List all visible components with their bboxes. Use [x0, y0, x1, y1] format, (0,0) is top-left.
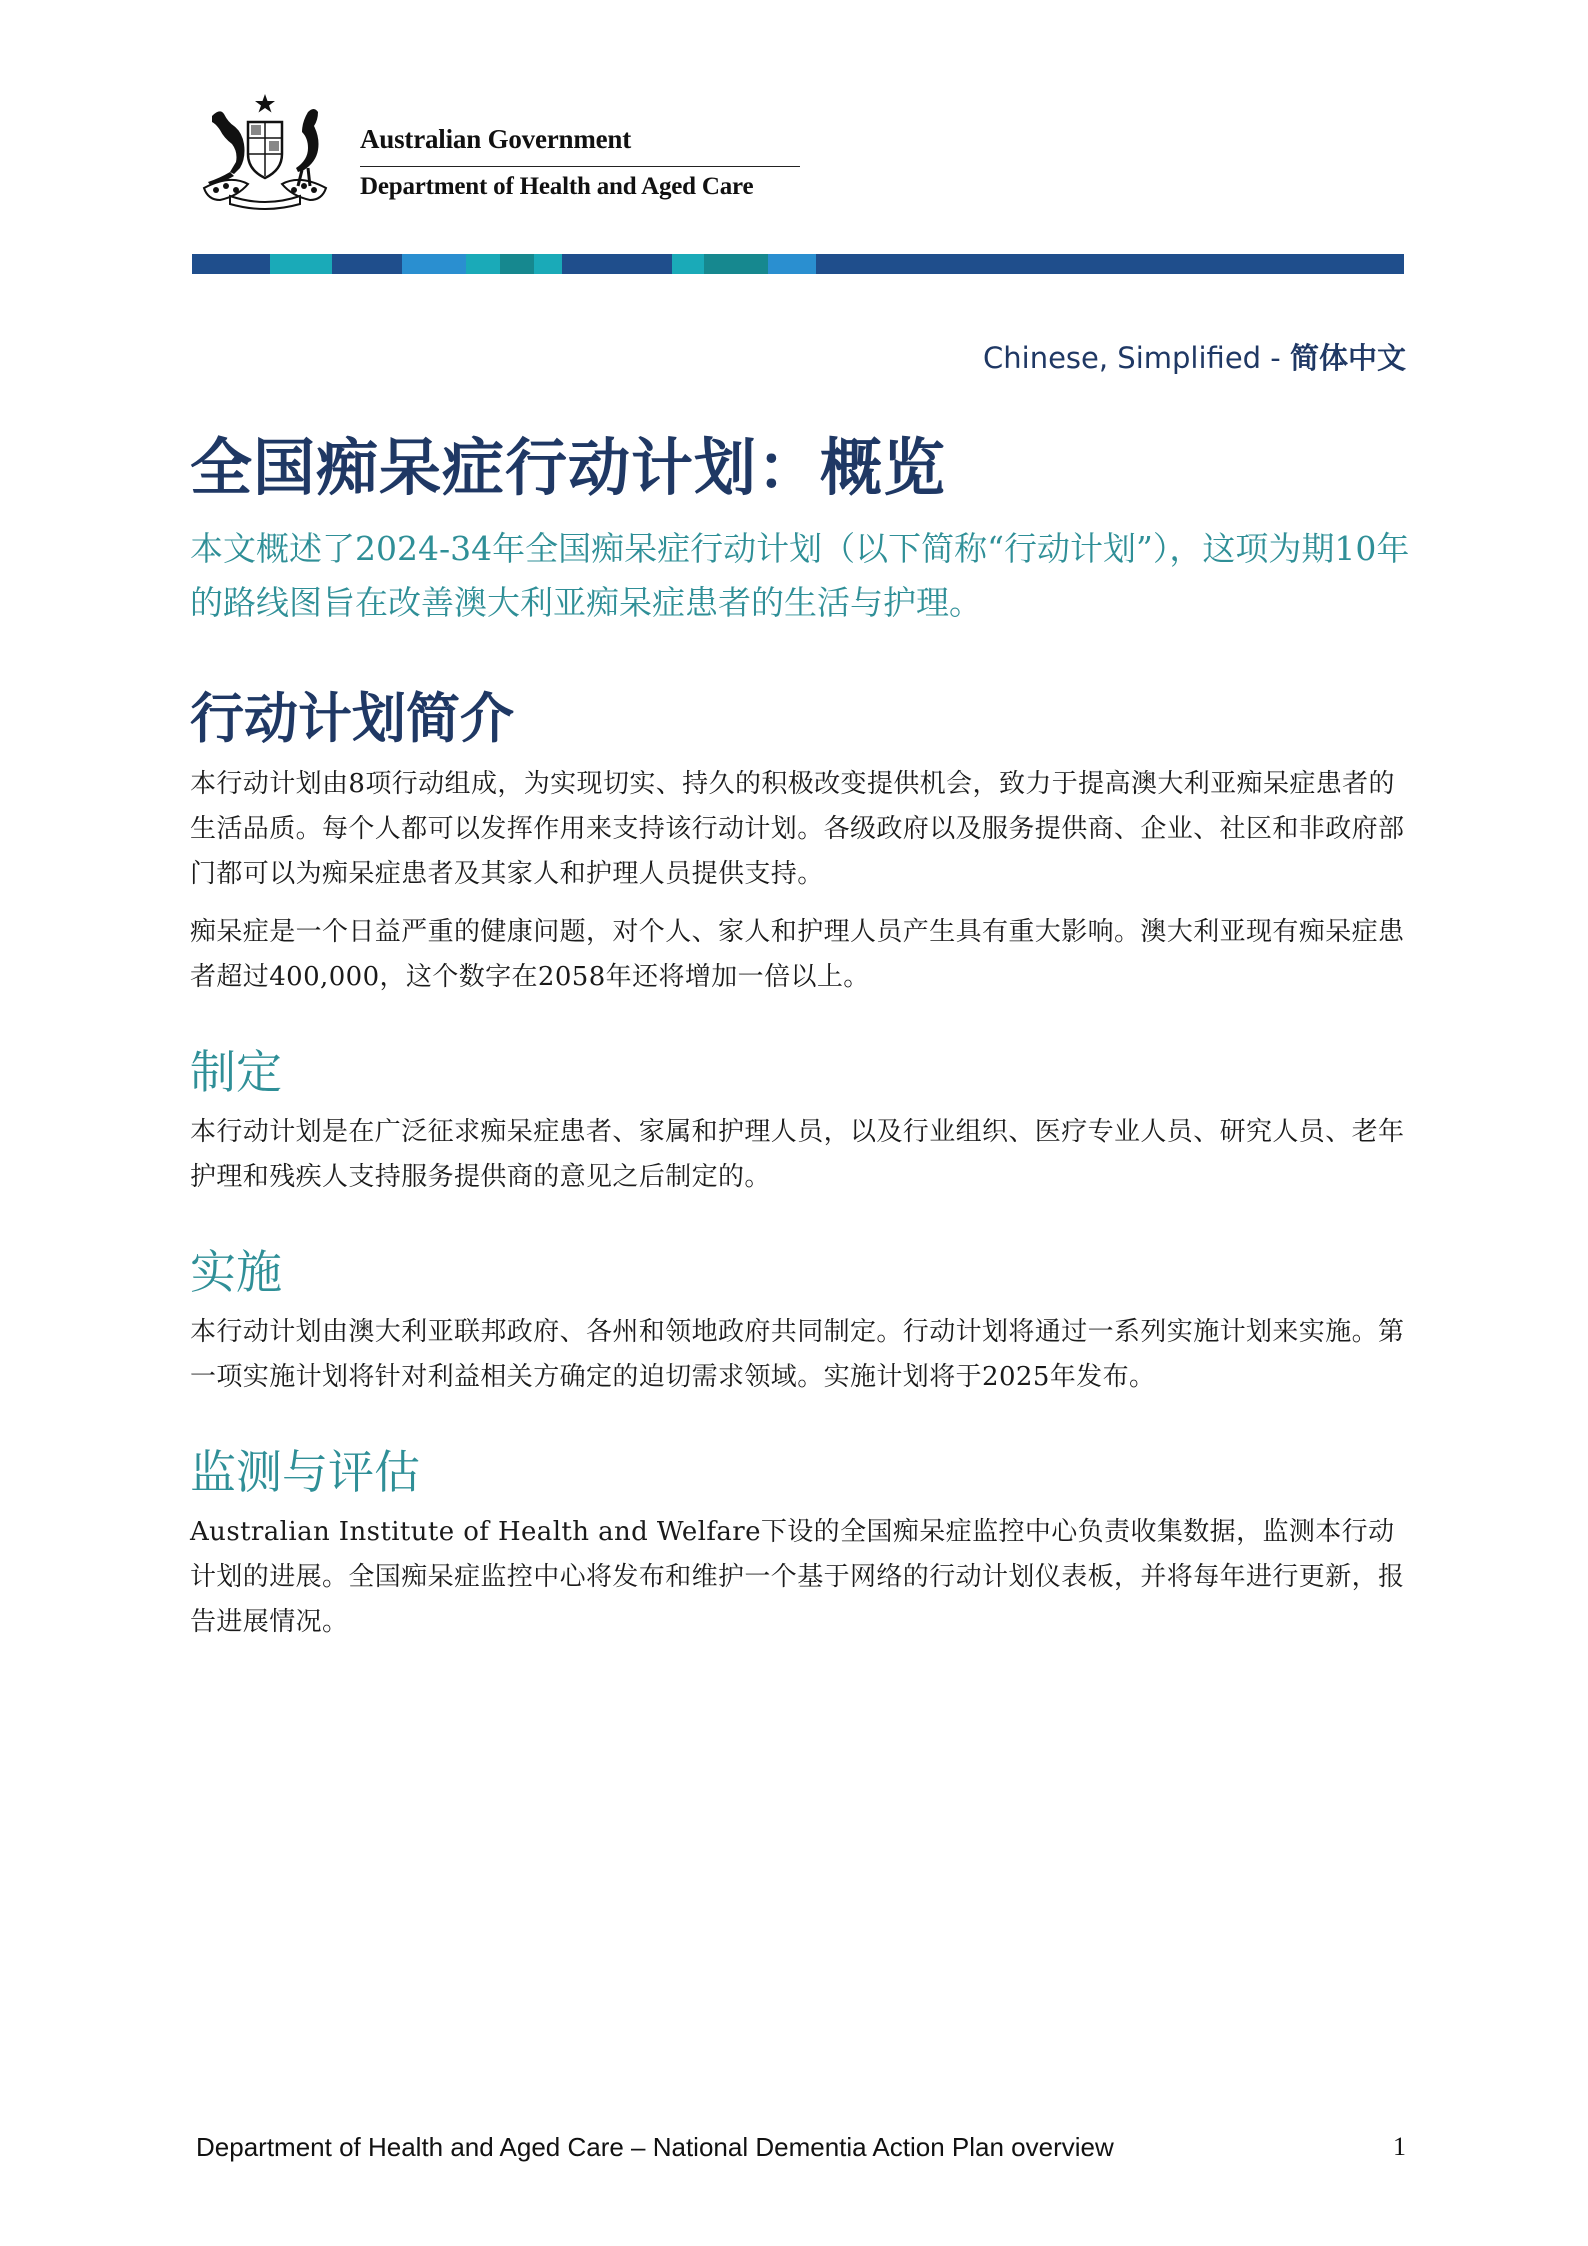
stripe-segment	[192, 254, 270, 274]
monitoring-paragraph: Australian Institute of Health and Welfare下设的全国痴呆症监控中心负责收集数据，监测本行动计划的进展。全国痴呆症监控中心将发布和维护一个基于网络的行动计划仪表板，并将每年进行更新，报告进展情况。	[190, 1517, 1405, 1637]
stripe-segment	[466, 254, 500, 274]
coat-of-arms-icon	[190, 92, 340, 210]
language-label-cn: 简体中文	[1289, 341, 1406, 375]
color-stripe-banner	[192, 254, 1404, 274]
stripe-segment	[704, 254, 768, 274]
section-heading-development: 制定	[190, 1045, 282, 1099]
stripe-segment	[768, 254, 816, 274]
intro-paragraph: 本文概述了2024-34年全国痴呆症行动计划（以下简称“行动计划”），这项为期10年的路线图旨在改善澳大利亚痴呆症患者的生活与护理。	[190, 529, 1410, 622]
stripe-segment	[816, 254, 1404, 274]
stripe-segment	[500, 254, 534, 274]
page-footer: Department of Health and Aged Care – National Dementia Action Plan overview	[196, 2132, 1114, 2162]
stripe-segment	[402, 254, 466, 274]
stripe-segment	[534, 254, 562, 274]
language-separator: -	[1261, 341, 1290, 375]
page-number: 1	[1393, 2132, 1406, 2161]
implementation-paragraph: 本行动计划由澳大利亚联邦政府、各州和领地政府共同制定。行动计划将通过一系列实施计划来实施。第一项实施计划将针对利益相关方确定的迫切需求领域。实施计划将于2025年发布。	[190, 1317, 1405, 1392]
section-heading-about: 行动计划简介	[190, 687, 514, 750]
stripe-segment	[562, 254, 672, 274]
stripe-segment	[332, 254, 402, 274]
stripe-segment	[270, 254, 332, 274]
language-label-en: Chinese, Simplified	[983, 341, 1262, 375]
stripe-segment	[672, 254, 704, 274]
page-title: 全国痴呆症行动计划：概览	[190, 431, 947, 504]
about-paragraph-1: 本行动计划由8项行动组成，为实现切实、持久的积极改变提供机会，致力于提高澳大利亚痴呆症患者的生活品质。每个人都可以发挥作用来支持该行动计划。各级政府以及服务提供商、企业、社区和非政府部门都可以为痴呆症患者及其家人和护理人员提供支持。	[190, 769, 1405, 889]
section-heading-monitoring: 监测与评估	[190, 1445, 420, 1499]
section-heading-implementation: 实施	[190, 1245, 282, 1299]
language-label	[983, 336, 1406, 377]
development-paragraph: 本行动计划是在广泛征求痴呆症患者、家属和护理人员，以及行业组织、医疗专业人员、研究人员、老年护理和残疾人支持服务提供商的意见之后制定的。	[190, 1117, 1405, 1192]
department-name: Department of Health and Aged Care	[360, 173, 754, 200]
government-name: Australian Government	[360, 124, 632, 154]
about-paragraph-2: 痴呆症是一个日益严重的健康问题，对个人、家人和护理人员产生具有重大影响。澳大利亚现有痴呆症患者超过400,000，这个数字在2058年还将增加一倍以上。	[190, 917, 1405, 992]
header-divider	[360, 166, 800, 167]
